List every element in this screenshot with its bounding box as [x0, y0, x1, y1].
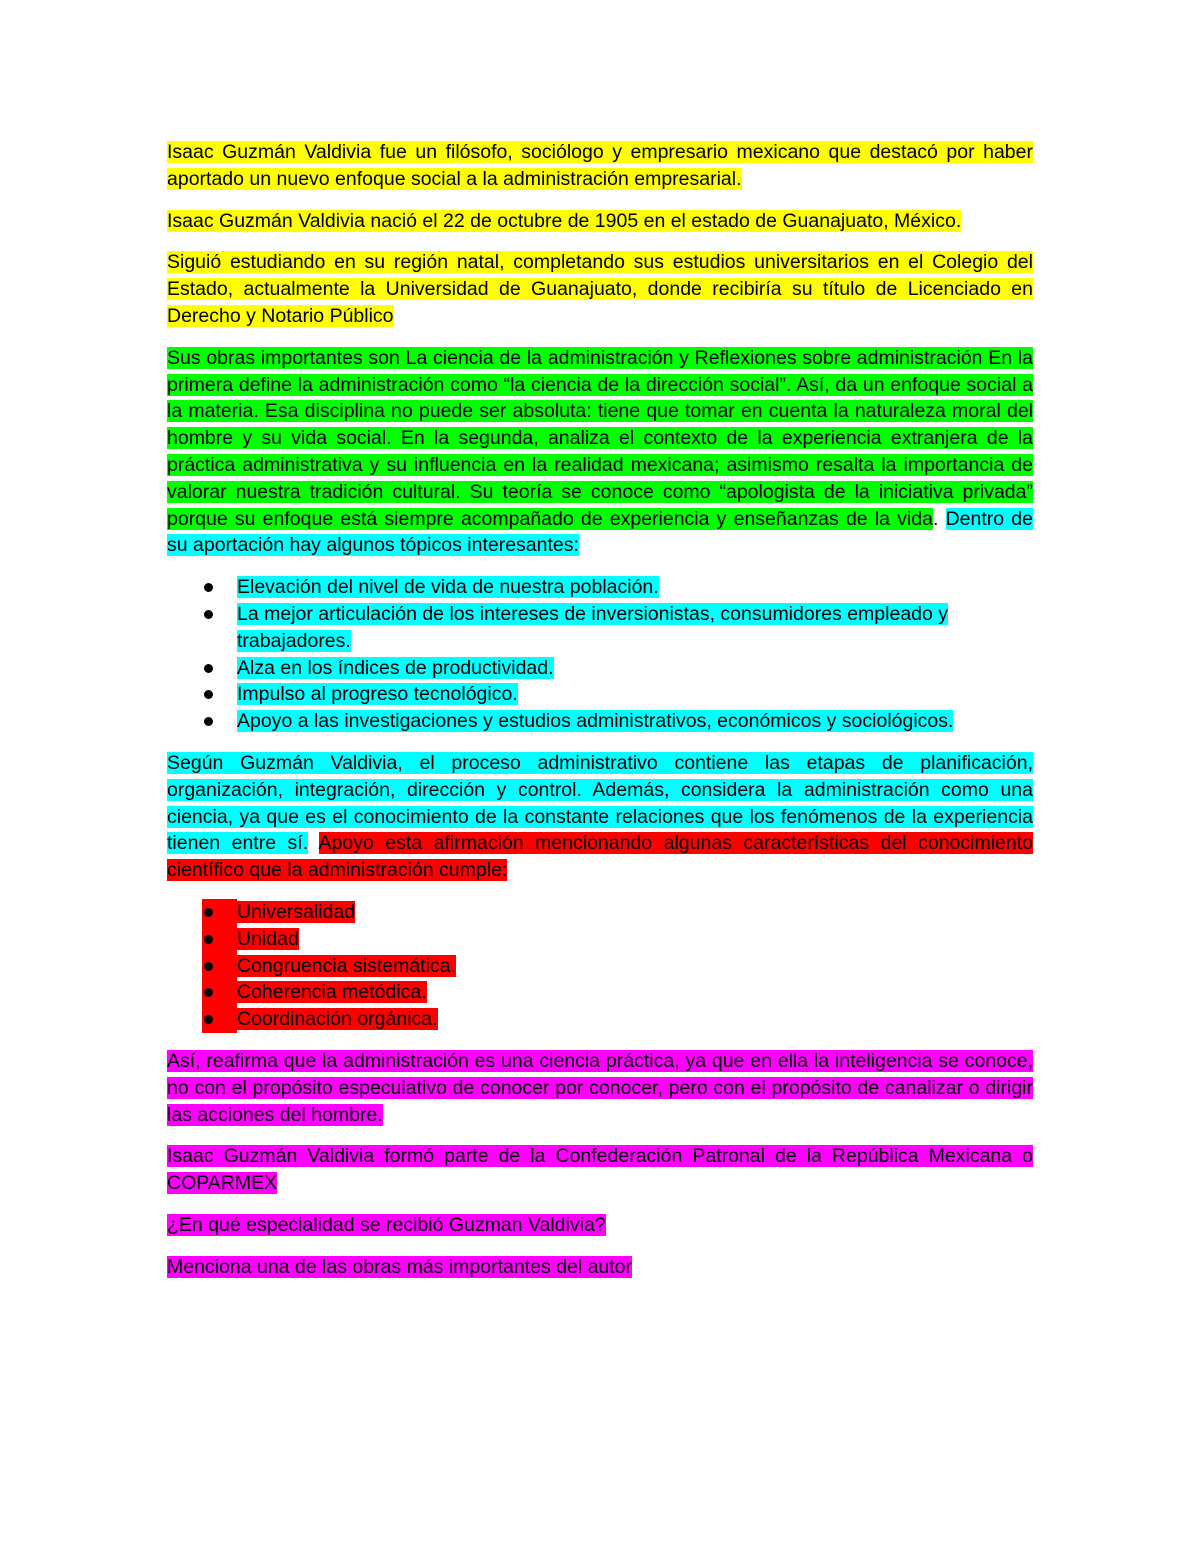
- topics-list: [167, 574, 1033, 735]
- bullet-icon: [202, 708, 237, 735]
- plain-text: [308, 832, 318, 854]
- bullet-icon: [202, 681, 237, 708]
- bullet-icon: [202, 601, 237, 628]
- highlight-red: Unidad: [237, 927, 299, 950]
- highlight-magenta: Isaac Guzmán Valdivia formó parte de la Confederación Patronal de la República Mexicana o COPARMEX: [167, 1145, 1033, 1195]
- paragraph-birth: [167, 208, 1033, 235]
- list-item: [167, 953, 1033, 980]
- highlight-magenta: Así, reafirma que la administración es una ciencia práctica, ya que en ella la inteligencia se conoce, no con el propósito especulativo de conocer por conocer, pero con el propósito de canalizar o dirigir las acciones del hombre.: [167, 1049, 1033, 1126]
- highlight-yellow: Isaac Guzmán Valdivia fue un filósofo, sociólogo y empresario mexicano que destacó por haber aportado un nuevo enfoque social a la administración empresarial.: [167, 141, 1033, 190]
- highlight-cyan: La mejor articulación de los intereses de inversionistas, consumidores empleado y trabajadores.: [237, 602, 949, 652]
- highlight-cyan: Según Guzmán Valdivia, el proceso administrativo contiene las etapas de planificación, organización, integración, dirección y control. Además, considera la administración como una ciencia, ya que es el conocimiento de la constante relaciones que los fenómenos de la experiencia tienen entre sí.: [167, 751, 1033, 855]
- bullet-icon: [202, 926, 237, 953]
- list-item: [167, 979, 1033, 1006]
- highlight-red: Congruencia sistemática.: [237, 954, 456, 977]
- highlight-cyan: Impulso al progreso tecnológico.: [237, 683, 518, 706]
- highlight-magenta: Menciona una de las obras más importantes del autor: [167, 1255, 633, 1278]
- bullet-icon: [202, 899, 237, 926]
- paragraph-works: [167, 345, 1033, 559]
- list-item: [167, 681, 1033, 708]
- question-works: [167, 1254, 1033, 1281]
- bullet-icon: [202, 979, 237, 1006]
- highlight-green: Sus obras importantes son La ciencia de la administración y Reflexiones sobre administración En la primera define la administración como “la ciencia de la dirección social”. Así, da un enfoque social a la materia. Esa disciplina no puede ser absoluta: tiene que tomar en cuenta la naturaleza moral del hombre y su vida social. En la segunda, analiza el contexto de la experiencia extranjera de la práctica administrativa y su influencia en la realidad mexicana; asimismo resalta la importancia de valorar nuestra tradición cultural. Su teoría se conoce como “apologista de la iniciativa privada” porque su enfoque está siempre acompañado de experiencia y enseñanzas de la vida: [167, 346, 1033, 530]
- highlight-cyan: Apoyo a las investigaciones y estudios administrativos, económicos y sociológicos.: [237, 710, 954, 733]
- list-item: [167, 899, 1033, 926]
- highlight-yellow: Siguió estudiando en su región natal, completando sus estudios universitarios en el Colegio del Estado, actualmente la Universidad de Guanajuato, donde recibiría su título de Licenciado en Derecho y Notario Público: [167, 251, 1033, 327]
- list-item: [167, 708, 1033, 735]
- list-item: [167, 655, 1033, 682]
- bullet-icon: [202, 655, 237, 682]
- highlight-cyan: Alza en los índices de productividad.: [237, 656, 554, 679]
- paragraph-studies: [167, 249, 1033, 329]
- highlight-magenta: ¿En qué especialidad se recibió Guzman Valdivia?: [167, 1213, 606, 1236]
- bullet-icon: [202, 1006, 237, 1033]
- highlight-cyan: Elevación del nivel de vida de nuestra población.: [237, 576, 659, 599]
- highlight-cyan: Dentro de su aportación hay algunos tópicos interesantes:: [167, 507, 1033, 557]
- highlight-yellow: Isaac Guzmán Valdivia nació el 22 de octubre de 1905 en el estado de Guanajuato, México.: [167, 209, 962, 232]
- list-item: [167, 574, 1033, 601]
- list-item: [167, 1006, 1033, 1033]
- paragraph-process: [167, 750, 1033, 884]
- highlight-red: Coherencia metódica.: [237, 981, 427, 1004]
- characteristics-list: [167, 899, 1033, 1033]
- highlight-red: Universalidad: [237, 900, 356, 923]
- bullet-icon: [202, 953, 237, 980]
- bullet-icon: [202, 574, 237, 601]
- question-specialty: [167, 1212, 1033, 1239]
- highlight-red: Apoyo esta afirmación mencionando algunas características del conocimiento científico que la administración cumple:: [167, 832, 1033, 882]
- paragraph-intro: [167, 139, 1033, 193]
- paragraph-coparmex: [167, 1143, 1033, 1197]
- plain-text: .: [932, 507, 946, 530]
- paragraph-practical-science: [167, 1048, 1033, 1128]
- list-item: [167, 601, 1033, 655]
- list-item: [167, 926, 1033, 953]
- highlight-red: Coordinación orgánica.: [237, 1008, 438, 1031]
